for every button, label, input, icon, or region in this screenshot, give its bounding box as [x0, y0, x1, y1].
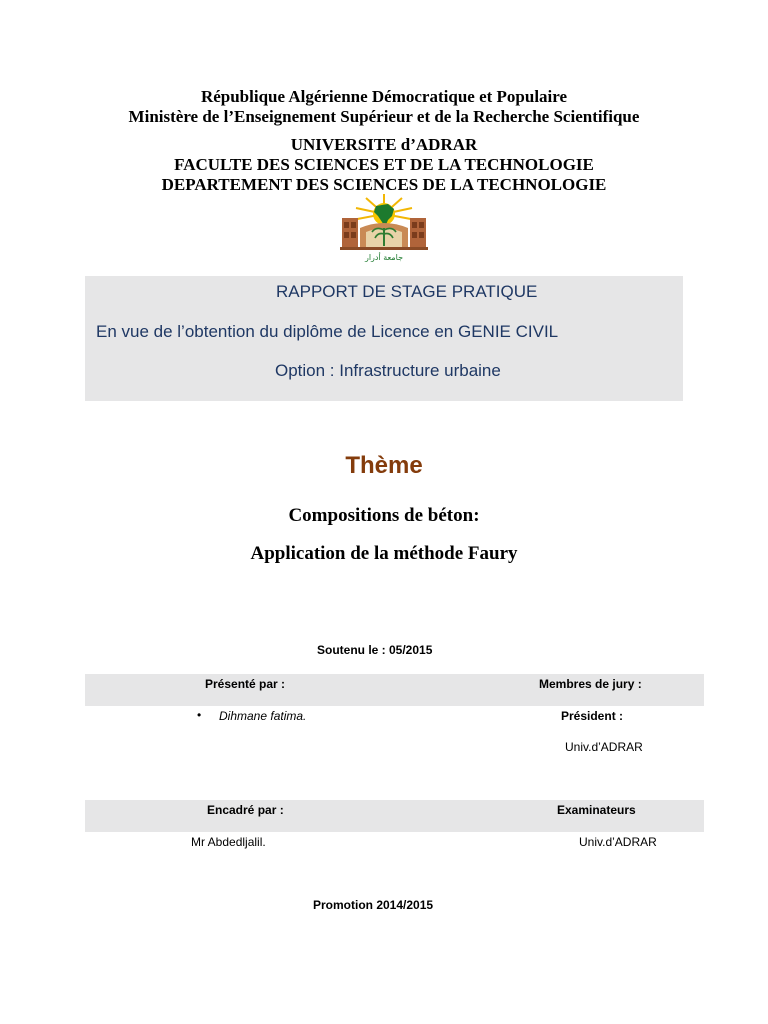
president-univ: Univ.d’ADRAR — [565, 740, 643, 754]
supervisor-label: Encadré par : — [207, 803, 284, 817]
defense-date: Soutenu le : 05/2015 — [317, 643, 433, 657]
theme-label: Thème — [345, 452, 423, 479]
header-faculty: FACULTE DES SCIENCES ET DE LA TECHNOLOGIE — [174, 155, 594, 174]
theme-title-line2: Application de la méthode Faury — [250, 543, 518, 564]
header-department: DEPARTEMENT DES SCIENCES DE LA TECHNOLOGIE — [161, 175, 607, 194]
university-logo — [336, 192, 432, 262]
logo-arabic-text: جامعة أدرار — [364, 253, 404, 262]
president-label: Président : — [561, 709, 624, 723]
header-ministry: Ministère de l’Enseignement Supérieur et de la Recherche Scientifique — [128, 107, 640, 126]
header-university: UNIVERSITE d’ADRAR — [290, 135, 478, 154]
promotion: Promotion 2014/2015 — [313, 898, 434, 912]
theme-title-line1: Compositions de béton: — [288, 505, 480, 526]
presented-label: Présenté par : — [205, 677, 286, 691]
student-name: Dihmane fatima. — [219, 709, 307, 723]
report-purpose: En vue de l’obtention du diplôme de Licence en GENIE CIVIL — [96, 322, 559, 341]
jury-label: Membres de jury : — [539, 677, 642, 691]
supervisor-name: Mr Abdedljalil. — [191, 835, 266, 849]
examiners-univ: Univ.d’ADRAR — [579, 835, 657, 849]
examiners-label: Examinateurs — [557, 803, 636, 817]
bullet-icon: • — [197, 708, 202, 722]
header-republic: République Algérienne Démocratique et Populaire — [200, 87, 568, 106]
university-adrar-logo-icon — [336, 192, 432, 262]
report-title: RAPPORT DE STAGE PRATIQUE — [276, 282, 538, 301]
report-band — [85, 276, 683, 401]
report-option: Option : Infrastructure urbaine — [275, 361, 501, 380]
